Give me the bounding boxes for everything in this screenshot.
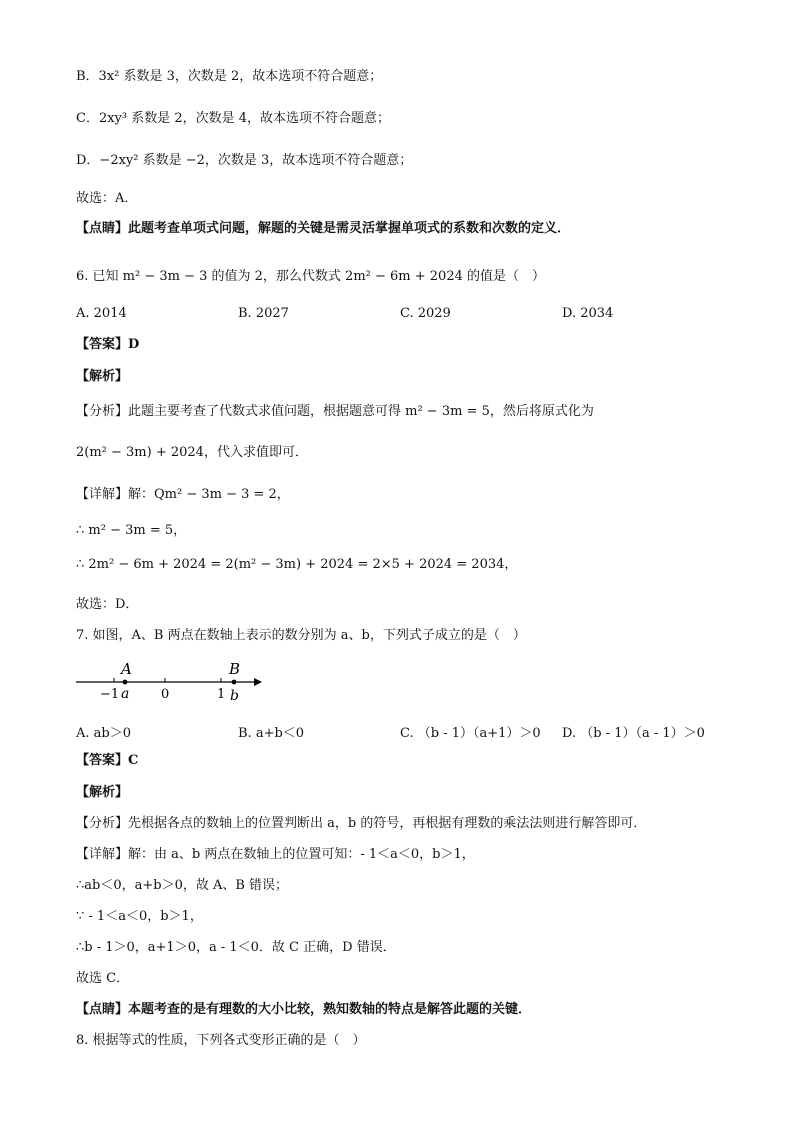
tick-1-label: 1 (217, 687, 226, 702)
point-b-label: B (229, 660, 241, 678)
solution-line-b: B．3x² 系数是 3，次数是 2，故本选项不符合题意； (76, 69, 383, 84)
question-6-stem: 6. 已知 m² − 3m − 3 的值为 2，那么代数式 2m² − 6m + 2024 的值是（ ） (76, 269, 545, 284)
detail-line-2: ∴ m² − 3m = 5， (76, 523, 187, 538)
choose-line: 故选：D． (76, 597, 139, 612)
detail-line-3: ∵ - 1＜a＜0，b＞1， (76, 909, 203, 924)
tick-0-label: 0 (161, 687, 170, 702)
jiexi-label: 【解析】 (76, 785, 129, 800)
option-a: A. 2014 (76, 306, 127, 321)
analysis-line-2: 2(m² − 3m) + 2024，代入求值即可． (76, 445, 308, 460)
point-a-label: A (121, 660, 132, 678)
option-c: C. （b - 1）（a+1）＞0 (400, 726, 541, 741)
point-a-dot (123, 680, 128, 685)
detail-line-4: ∴b - 1＞0，a+1＞0，a - 1＜0．故 C 正确，D 错误． (76, 940, 396, 955)
detail-line-1: 【详解】解：由 a、b 两点在数轴上的位置可知：- 1＜a＜0，b＞1， (76, 847, 475, 862)
solution-line-c: C．2xy³ 系数是 2，次数是 4，故本选项不符合题意； (76, 111, 391, 126)
solution-line-d: D．−2xy² 系数是 −2，次数是 3，故本选项不符合题意； (76, 153, 413, 168)
number-line-figure (70, 654, 270, 706)
detail-line-3: ∴ 2m² − 6m + 2024 = 2(m² − 3m) + 2024 = 2×5 + 2024 = 2034， (76, 557, 518, 572)
tick-neg1-label: −1 (100, 687, 120, 702)
axis-arrow (254, 678, 262, 686)
question-7-stem: 7. 如图，A、B 两点在数轴上表示的数分别为 a、b，下列式子成立的是（ ） (76, 628, 526, 643)
analysis-line-1: 【分析】此题主要考查了代数式求值问题，根据题意可得 m² − 3m = 5，然后将原式化为 (76, 404, 594, 419)
question-8-stem: 8. 根据等式的性质，下列各式变形正确的是（ ） (76, 1033, 366, 1048)
detail-line-1: 【详解】解：Qm² − 3m − 3 = 2， (76, 487, 290, 502)
answer-label: 【答案】D (76, 337, 140, 352)
option-b: B. a+b＜0 (238, 726, 305, 741)
option-d: D. 2034 (562, 306, 614, 321)
point-a-var: a (121, 686, 130, 702)
analysis-line: 【分析】先根据各点的数轴上的位置判断出 a，b 的符号，再根据有理数的乘法法则进行解答即可． (76, 816, 647, 831)
note-line: 【点睛】此题考查单项式问题，解题的关键是需灵活掌握单项式的系数和次数的定义． (76, 221, 571, 236)
point-b-dot (232, 680, 237, 685)
choose-line: 故选：A． (76, 191, 138, 206)
answer-label: 【答案】C (76, 753, 139, 768)
option-d: D. （b - 1）（a - 1）＞0 (562, 726, 705, 741)
jiexi-label: 【解析】 (76, 369, 129, 384)
detail-line-2: ∴ab＜0，a+b＞0，故 A、B 错误； (76, 878, 289, 893)
note-line: 【点睛】本题考查的是有理数的大小比较，熟知数轴的特点是解答此题的关键． (76, 1002, 532, 1017)
choose-line: 故选 C． (76, 971, 130, 986)
option-b: B. 2027 (238, 306, 289, 321)
option-a: A. ab＞0 (76, 726, 131, 741)
option-c: C. 2029 (400, 306, 451, 321)
point-b-var: b (230, 688, 239, 704)
